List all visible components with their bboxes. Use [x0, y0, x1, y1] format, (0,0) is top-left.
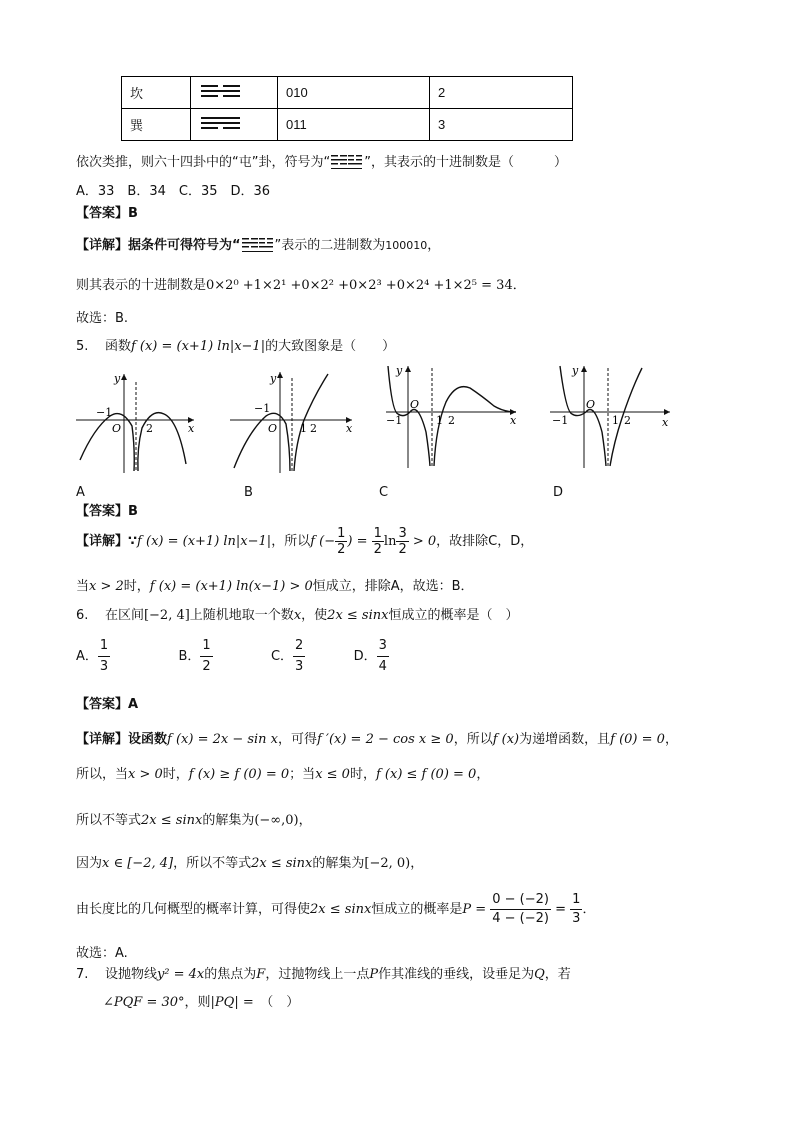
q4-choose: 故选：B. — [76, 311, 129, 326]
q5-text: 函数 — [104, 339, 131, 354]
q5-text: 时， — [123, 579, 150, 594]
q5-question — [76, 338, 395, 356]
trigram-symbol — [191, 77, 278, 109]
q4-options: A．33 B．34 C．35 D．36 — [76, 184, 271, 199]
tick-label: −1 — [552, 414, 569, 427]
fraction: $\frac{1}{2}$ — [337, 526, 346, 557]
q4-text: 依次类推，则六十四卦中的“屯”卦，符号为“ — [76, 155, 331, 170]
q4-text: ”，其表示的十进制数是（ — [364, 155, 514, 170]
y-axis-label: y — [270, 372, 277, 385]
tick-label: 1 — [300, 422, 307, 435]
tick-label: −1 — [254, 402, 271, 415]
graph-b — [228, 368, 358, 476]
q4-detail — [76, 237, 440, 255]
q5-detail-line2 — [76, 578, 474, 596]
q6-var: x — [293, 608, 302, 623]
q6-choose: 故选：A. — [76, 946, 128, 961]
y-axis-label: y — [396, 364, 403, 377]
q4-calc-text: 则其表示的十进制数是 — [76, 278, 207, 293]
x-axis-label: x — [662, 416, 669, 429]
origin-label: O — [410, 398, 420, 411]
x-axis-label: x — [188, 422, 195, 435]
trigram-xun-icon — [199, 116, 243, 130]
q6-answer: 【答案】A — [76, 697, 139, 712]
q5-text: 当 — [76, 579, 90, 594]
q4-detail-text: 【详解】据条件可得符号为“ — [76, 238, 241, 253]
fraction: $\frac{3}{2}$ — [398, 526, 407, 557]
trigram-value: 3 — [430, 109, 573, 141]
q5-detail-expr: ln — [383, 534, 397, 549]
graph-d — [548, 362, 678, 472]
q5-detail-expr: ) = — [347, 534, 372, 549]
y-axis-label: y — [114, 372, 121, 385]
trigram-symbol — [191, 109, 278, 141]
q5-number: 5. — [76, 339, 89, 354]
q6-detail-1: 【详解】设函数f (x) = 2x − sin x，可得f ′(x) = 2 − cos x ≥ 0，所以f (x)为递增函数，且f (0) = 0， — [76, 732, 678, 747]
table-row — [122, 77, 573, 109]
trigram-code: 010 — [278, 77, 430, 109]
q6-options — [76, 636, 389, 677]
q7-line-2: ∠PQF = 30°，则|PQ| = （ ） — [103, 995, 300, 1010]
q4-calc-expr: 0×2⁰ +1×2¹ +0×2² +0×2³ +0×2⁴ +1×2⁵ = 34 — [206, 278, 513, 293]
q6-text: 在区间 — [104, 608, 144, 623]
q5-expr: x > 2 — [89, 579, 124, 594]
q6-detail-3: 所以不等式2x ≤ sinx的解集为(−∞,0)， — [76, 813, 312, 828]
q7-line-1: 7. 设抛物线y² = 4x的焦点为F，过抛物线上一点P作其准线的垂线，设垂足为Q，若 — [76, 967, 571, 982]
q5-detail — [76, 526, 533, 558]
trigram-value: 2 — [430, 77, 573, 109]
tick-label: 2 — [310, 422, 317, 435]
q4-calc — [76, 277, 526, 295]
q4-question — [76, 154, 567, 172]
q6-option-a: A． $\frac{1}{3}$ — [76, 638, 109, 674]
trigram-table — [121, 76, 573, 141]
graph-label-d: D — [553, 485, 564, 500]
q5-detail-expr: f (− — [310, 534, 336, 549]
graph-a — [74, 368, 204, 476]
tick-label: 2 — [146, 422, 153, 435]
q6-detail-2: 所以，当x > 0时，f (x) ≥ f (0) = 0；当x ≤ 0时，f (x) ≤ f (0) = 0， — [76, 767, 490, 782]
q5-expr: f (x) = (x+1) ln(x−1) > 0 — [149, 579, 313, 594]
trigram-kan-icon — [199, 84, 243, 98]
x-axis-label: x — [346, 422, 353, 435]
q6-question — [76, 607, 518, 625]
q5-detail-text: ，所以 — [271, 534, 311, 549]
graph-c — [384, 362, 524, 472]
q4-text: ） — [553, 155, 567, 170]
q5-text: 的大致图象是（ ） — [265, 339, 396, 354]
q6-option-d: D． $\frac{3}{4}$ — [353, 638, 387, 674]
graph-label-b: B — [244, 485, 253, 500]
q5-detail-expr: > 0 — [408, 534, 437, 549]
q5-detail-text: ，故排除C，D， — [436, 534, 534, 549]
fraction: $\frac{1}{3}$ — [572, 892, 581, 926]
table-row — [122, 109, 573, 141]
q6-ineq: 2x ≤ sinx — [327, 608, 389, 623]
q5-answer: 【答案】B — [76, 504, 138, 519]
x-axis-label: x — [510, 414, 517, 427]
graph-label-a: A — [76, 485, 85, 500]
q5-detail-text: 【详解】∵ — [76, 534, 138, 549]
q6-text: 恒成立的概率是（ ） — [388, 608, 519, 623]
q6-option-b: B． $\frac{1}{2}$ — [178, 638, 211, 674]
tick-label: 1 — [436, 414, 443, 427]
trigram-code: 011 — [278, 109, 430, 141]
q6-option-c: C． $\frac{2}{3}$ — [270, 638, 304, 674]
q4-detail-text: ， — [427, 238, 441, 253]
hexagram-zhun-icon — [330, 155, 364, 171]
trigram-name: 坎 — [122, 77, 191, 109]
origin-label: O — [586, 398, 596, 411]
graph-label-c: C — [379, 485, 389, 500]
tick-label: −1 — [386, 414, 403, 427]
origin-label: O — [268, 422, 278, 435]
q6-text: ，使 — [301, 608, 328, 623]
q5-text: 恒成立，排除A，故选：B． — [312, 579, 474, 594]
q6-detail-5: 由长度比的几何概型的概率计算，可得使2x ≤ sinx恒成立的概率是P = $\frac{0 - (-2)}{4 - (-2)}$ = $\frac{1}{3}$ ． — [76, 892, 596, 926]
hexagram-zhun-icon — [241, 238, 275, 254]
binary-number: 100010 — [385, 239, 428, 252]
fraction: $\frac{1}{2}$ — [373, 526, 382, 557]
tick-label: 2 — [624, 414, 631, 427]
q4-answer: 【答案】B — [76, 206, 138, 221]
q5-detail-func: f (x) = (x+1) ln|x−1| — [137, 534, 272, 549]
tick-label: −1 — [96, 406, 113, 419]
q7-number: 7. — [76, 967, 89, 982]
q4-calc-text: ． — [512, 278, 526, 293]
trigram-name: 巽 — [122, 109, 191, 141]
y-axis-label: y — [572, 364, 579, 377]
origin-label: O — [112, 422, 122, 435]
q6-text: 上随机地取一个数 — [189, 608, 294, 623]
q5-func: f (x) = (x+1) ln|x−1| — [130, 339, 266, 354]
q4-detail-text: ”表示的二进制数为 — [274, 238, 386, 253]
tick-label: 1 — [612, 414, 619, 427]
q6-interval: [−2, 4] — [143, 608, 190, 623]
q6-detail-4: 因为x ∈ [−2, 4]，所以不等式2x ≤ sinx的解集为[−2, 0)， — [76, 856, 424, 871]
tick-label: 2 — [448, 414, 455, 427]
fraction: $\frac{0 - (-2)}{4 - (-2)}$ — [492, 892, 549, 926]
q6-number: 6. — [76, 608, 89, 623]
